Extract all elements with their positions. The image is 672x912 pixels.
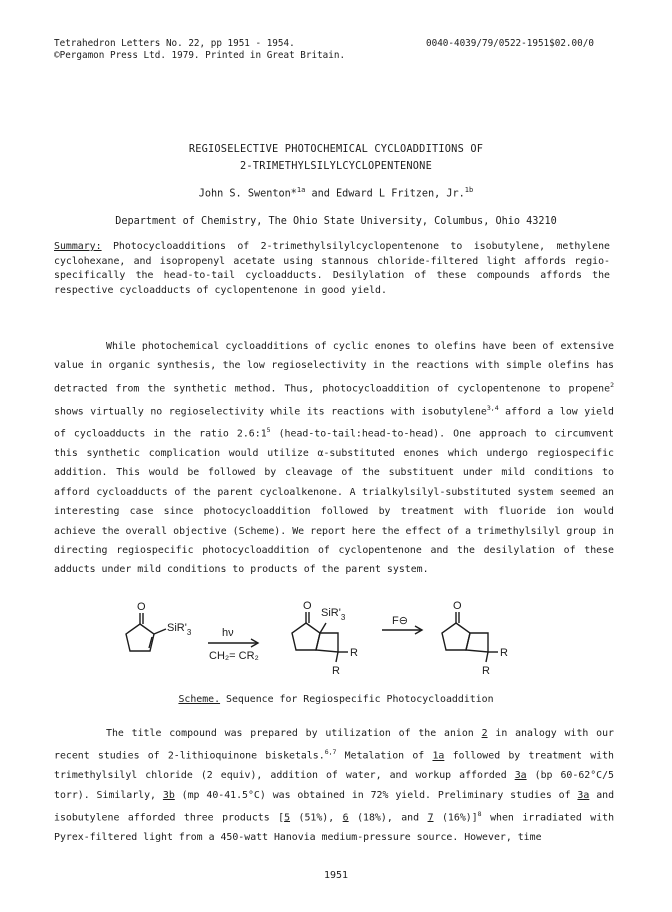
hv-label: hν bbox=[222, 627, 234, 639]
fluoride-label: F⊖ bbox=[392, 615, 408, 627]
copyright-line: ©Pergamon Press Ltd. 1979. Printed in Great Britain. bbox=[54, 50, 346, 61]
p2-ref-6-7: 6,7 bbox=[324, 748, 337, 757]
p1-ref-5: 5 bbox=[266, 426, 271, 435]
compound-5: 5 bbox=[284, 812, 291, 824]
oxygen-label-2: O bbox=[303, 600, 312, 612]
p1-ref-3-4: 3,4 bbox=[486, 403, 499, 412]
p1-text-1: While photochemical cycloadditions of cyclic enones to olefins have been of extensive value in organic synthesis, the low regioselectivity in the reactions with simple olefins has detracted from the synthetic method. Thus, photocycloaddition of cyclopentenone to propene bbox=[54, 341, 614, 395]
p2-text-4: followed by treatment with trimethylsilyl chloride (2 equiv), addition of water, and workup afforded bbox=[54, 750, 614, 782]
p1-text-4: (head-to-tail:head-to-head). One approach to circumvent this synthetic complication would utilize α-substituted enones which undergo regiospecific addition. This would be followed by cleavage of the substituent under mild conditions to afford cycloadducts of the parent cycloalkenone. A trialkylsilyl-substituted system seemed an interesting case since photocycloaddition followed by treatment with fluoride ion would achieve the overall objective (Scheme). We report here the effect of a trimethylsilyl group in directing regiospecific photocycloaddition of cyclopentenone and the desilylation of these adducts under mild conditions to products of the parent system. bbox=[54, 428, 614, 576]
author-1-footnote: 1a bbox=[296, 186, 306, 194]
article-title-line1: REGIOSELECTIVE PHOTOCHEMICAL CYCLOADDITIONS OF bbox=[188, 143, 484, 155]
compound-6: 6 bbox=[342, 812, 349, 824]
p2-text-7: and isobutylene afforded three products [ bbox=[54, 789, 615, 824]
reaction-scheme bbox=[110, 596, 570, 688]
p1-text-2: shows virtually no regioselectivity while its reactions with isobutylene bbox=[54, 405, 487, 417]
article-title-line2: 2-TRIMETHYLSILYLCYCLOPENTENONE bbox=[240, 160, 432, 172]
oxygen-label-1: O bbox=[137, 601, 146, 613]
summary-text: Photocycloadditions of 2-trimethylsilylcyclopentenone to isobutylene, methylene cyclohexane, and isopropenyl acetate using stannous chloride-filtered light affords regio-specifically the head-to-tail cycloadducts. Desilylation of these compounds affords the respective cycloadducts of cyclopentenone in good yield. bbox=[54, 241, 610, 296]
p2-text-10: (16%)] bbox=[433, 812, 478, 824]
summary-label: Summary: bbox=[54, 241, 102, 252]
author-line bbox=[0, 186, 672, 199]
p2-text-8: (51%), bbox=[290, 812, 343, 824]
bicyclic-ring-2a bbox=[292, 623, 320, 650]
compound-2: 2 bbox=[481, 728, 488, 739]
journal-citation: Tetrahedron Letters No. 22, pp 1951 - 1954. bbox=[54, 38, 295, 49]
summary bbox=[54, 240, 610, 298]
p2-text-6: (mp 40-41.5°C) was obtained in 72% yield. Preliminary studies of bbox=[174, 789, 578, 801]
p2-text-9: (18%), and bbox=[348, 812, 428, 824]
author-1: John S. Swenton* bbox=[198, 188, 297, 200]
r-label-2a: R bbox=[350, 647, 358, 659]
p2-text-1: The title compound was prepared by utilization of the anion bbox=[106, 728, 482, 739]
p2-text-2: in analogy with our recent studies of 2-lithioquinone bisketals. bbox=[54, 728, 615, 762]
r-label-2b: R bbox=[332, 665, 340, 677]
p2-ref-8: 8 bbox=[477, 809, 482, 818]
olefin-reagent: CH₂= CR₂ bbox=[209, 650, 259, 662]
scheme-caption bbox=[0, 694, 672, 705]
compound-1a: 1a bbox=[432, 750, 445, 762]
author-2-footnote: 1b bbox=[464, 186, 474, 194]
silyl-label-1: $SiR'_3$ bbox=[167, 622, 192, 637]
cyclobutane-ring-2 bbox=[316, 633, 338, 652]
page-number: 1951 bbox=[323, 870, 349, 881]
r-label-3a: R bbox=[500, 647, 508, 659]
body-paragraph-2 bbox=[54, 724, 614, 847]
p2-text-11: when irradiated with Pyrex-filtered light from a 450-watt Hanovia medium-pressure source. However, time bbox=[54, 812, 615, 843]
compound-3a-2: 3a bbox=[577, 789, 590, 801]
silyl-label-2: $SiR'_3$ bbox=[321, 607, 346, 622]
author-2: and Edward L Fritzen, Jr. bbox=[305, 188, 465, 200]
scheme-caption-label: Scheme. bbox=[178, 694, 221, 705]
p2-text-3: Metalation of bbox=[336, 750, 433, 762]
compound-7: 7 bbox=[427, 812, 434, 824]
p1-text-3: afford a low yield of cycloadducts in the ratio 2.6:1 bbox=[54, 405, 614, 440]
compound-3b: 3b bbox=[162, 789, 175, 801]
bicyclic-ring-3a bbox=[442, 623, 470, 650]
body-paragraph-1 bbox=[54, 337, 614, 580]
article-code: 0040-4039/79/0522-1951$02.00/0 bbox=[426, 38, 594, 49]
r-label-3b: R bbox=[482, 665, 490, 677]
scheme-caption-text: Sequence for Regiospecific Photocycloaddition bbox=[220, 694, 494, 705]
cyclobutane-ring-3 bbox=[466, 633, 488, 652]
affiliation: Department of Chemistry, The Ohio State University, Columbus, Ohio 43210 bbox=[115, 216, 557, 227]
p2-text-5: (bp 60-62°C/5 torr). Similarly, bbox=[54, 770, 614, 801]
oxygen-label-3: O bbox=[453, 600, 462, 612]
p1-ref-2: 2 bbox=[610, 380, 614, 389]
compound-3a: 3a bbox=[514, 770, 527, 782]
